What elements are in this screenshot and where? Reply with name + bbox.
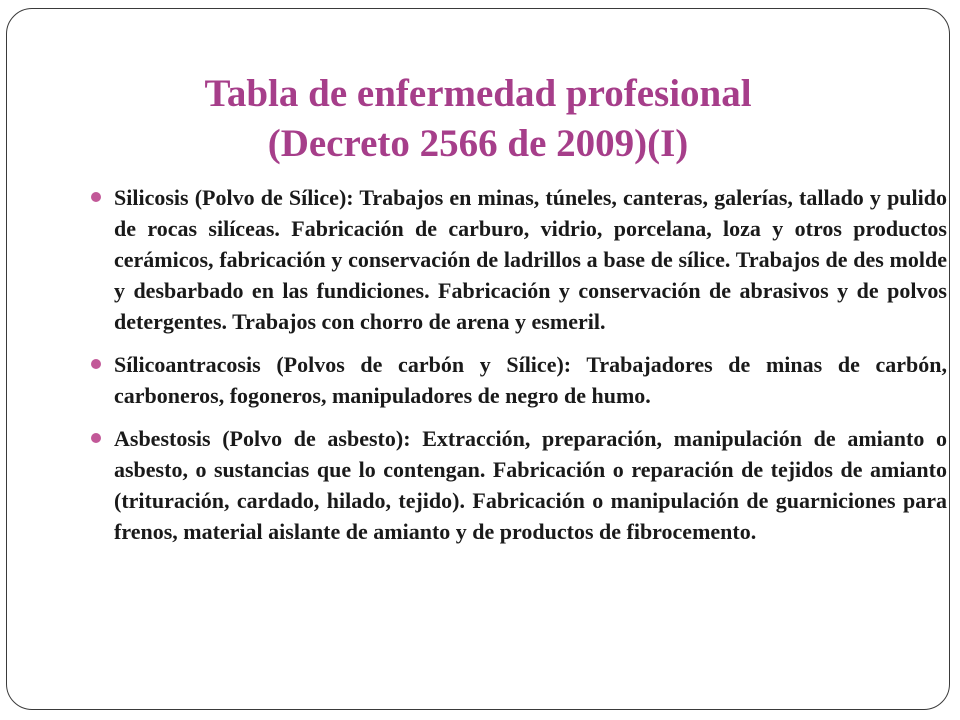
slide-frame bbox=[6, 8, 950, 710]
bullet-dot-icon bbox=[91, 433, 101, 443]
bullet-dot-icon bbox=[91, 192, 101, 202]
slide-title-line-2: (Decreto 2566 de 2009)(I) bbox=[267, 122, 689, 166]
bullet-dot-icon bbox=[91, 359, 101, 369]
bullet-text: Silicosis (Polvo de Sílice): Trabajos en minas, túneles, canteras, galerías, tallado y pulido de rocas silíceas. Fabricación de carburo, vidrio, porcelana, loza y otros productos cerámicos, fabricación y conservación de ladrillos a base de sílice. Trabajos de des molde y desbarbado en las fundiciones. Fabricación y conservación de abrasivos y de polvos detergentes. Trabajos con chorro de arena y esmeril. bbox=[114, 185, 947, 334]
bullet-item-silicosis bbox=[89, 182, 947, 337]
bullet-text: Sílicoantracosis (Polvos de carbón y Sílice): Trabajadores de minas de carbón, carboneros, fogoneros, manipuladores de negro de humo. bbox=[114, 352, 947, 408]
bullet-item-silicoantracosis bbox=[89, 349, 947, 411]
slide-title bbox=[47, 69, 909, 169]
bullet-item-asbestosis bbox=[89, 423, 947, 547]
bullet-list bbox=[89, 182, 947, 559]
bullet-text: Asbestosis (Polvo de asbesto): Extracción, preparación, manipulación de amianto o asbesto, o sustancias que lo contengan. Fabricación o reparación de tejidos de amianto (trituración, cardado, hilado, tejido). Fabricación o manipulación de guarniciones para frenos, material aislante de amianto y de productos de fibrocemento. bbox=[114, 426, 947, 544]
slide-title-line-1: Tabla de enfermedad profesional bbox=[204, 72, 752, 116]
